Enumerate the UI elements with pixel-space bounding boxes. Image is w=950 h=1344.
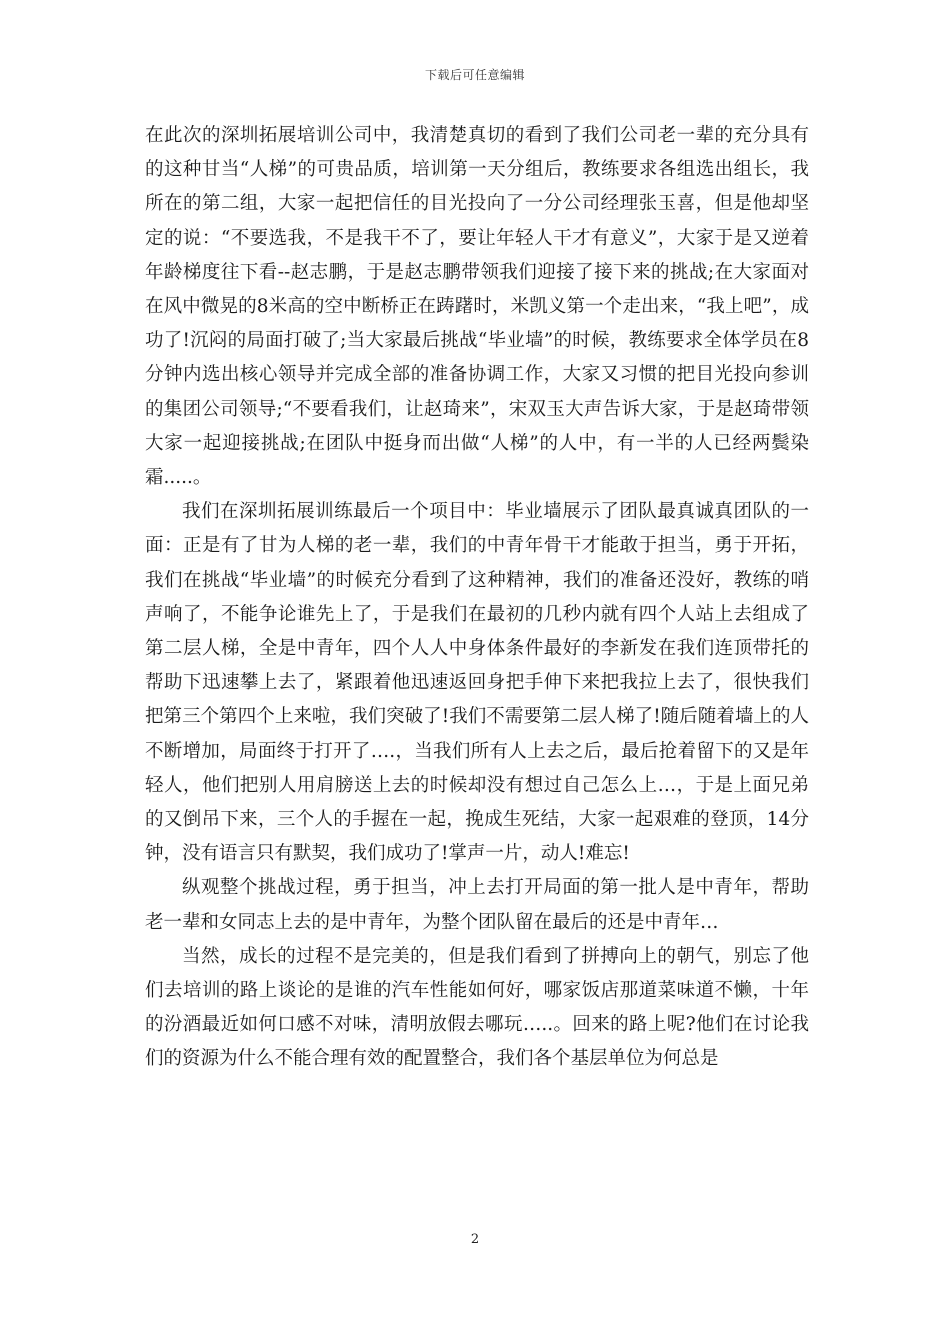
page-number: 2	[470, 1232, 480, 1247]
body-text	[145, 119, 809, 1077]
paragraph-4: 当然，成长的过程不是完美的，但是我们看到了拼搏向上的朝气，别忘了他们去培训的路上谈论的是谁的汽车性能如何好，哪家饭店那道菜味道不懒，十年的汾酒最近如何口感不对味，清明放假去哪玩…..。回来的路上呢?他们在讨论我们的资源为什么不能合理有效的配置整合，我们各个基层单位为何总是	[145, 945, 809, 1070]
paragraph-3: 纵观整个挑战过程，勇于担当，冲上去打开局面的第一批人是中青年，帮助老一辈和女同志上去的是中青年，为整个团队留在最后的还是中青年…	[145, 877, 809, 933]
page-header: 下载后可任意编辑	[424, 68, 525, 82]
paragraph-1: 在此次的深圳拓展培训公司中，我清楚真切的看到了我们公司老一辈的充分具有的这种甘当“人梯”的可贵品质，培训第一天分组后，教练要求各组选出组长，我所在的第二组，大家一起把信任的目光投向了一分公司经理张玉喜，但是他却坚定的说：“不要选我，不是我干不了，要让年轻人干才有意义”，大家于是又逆着年龄梯度往下看--赵志鹏，于是赵志鹏带领我们迎接了接下来的挑战;在大家面对在风中微晃的8米高的空中断桥正在踌躇时，米凯义第一个走出来，“我上吧”，成功了!沉闷的局面打破了;当大家最后挑战“毕业墙”的时候，教练要求全体学员在8分钟内选出核心领导并完成全部的准备协调工作，大家又习惯的把目光投向参训的集团公司领导;“不要看我们，让赵琦来”，宋双玉大声告诉大家，于是赵琦带领大家一起迎接挑战;在团队中挺身而出做“人梯”的人中，有一半的人已经两鬓染霜.....。	[145, 125, 809, 489]
paragraph-2: 我们在深圳拓展训练最后一个项目中：毕业墙展示了团队最真诚真团队的一面：正是有了甘为人梯的老一辈，我们的中青年骨干才能敢于担当，勇于开拓，我们在挑战“毕业墙”的时候充分看到了这种精神，我们的准备还没好，教练的哨声响了，不能争论谁先上了，于是我们在最初的几秒内就有四个人站上去组成了第二层人梯，全是中青年，四个人人中身体条件最好的李新发在我们连顶带托的帮助下迅速攀上去了，紧跟着他迅速返回身把手伸下来把我拉上去了，很快我们把第三个第四个上来啦，我们突破了!我们不需要第二层人梯了!随后随着墙上的人不断增加，局面终于打开了….，当我们所有人上去之后，最后抢着留下的又是年轻人，他们把别人用肩膀送上去的时候却没有想过自己怎么上…，于是上面兄弟的又倒吊下来，三个人的手握在一起，挽成生死结，大家一起艰难的登顶，14分钟，没有语言只有默契，我们成功了!掌声一片，动人!难忘!	[145, 501, 809, 865]
